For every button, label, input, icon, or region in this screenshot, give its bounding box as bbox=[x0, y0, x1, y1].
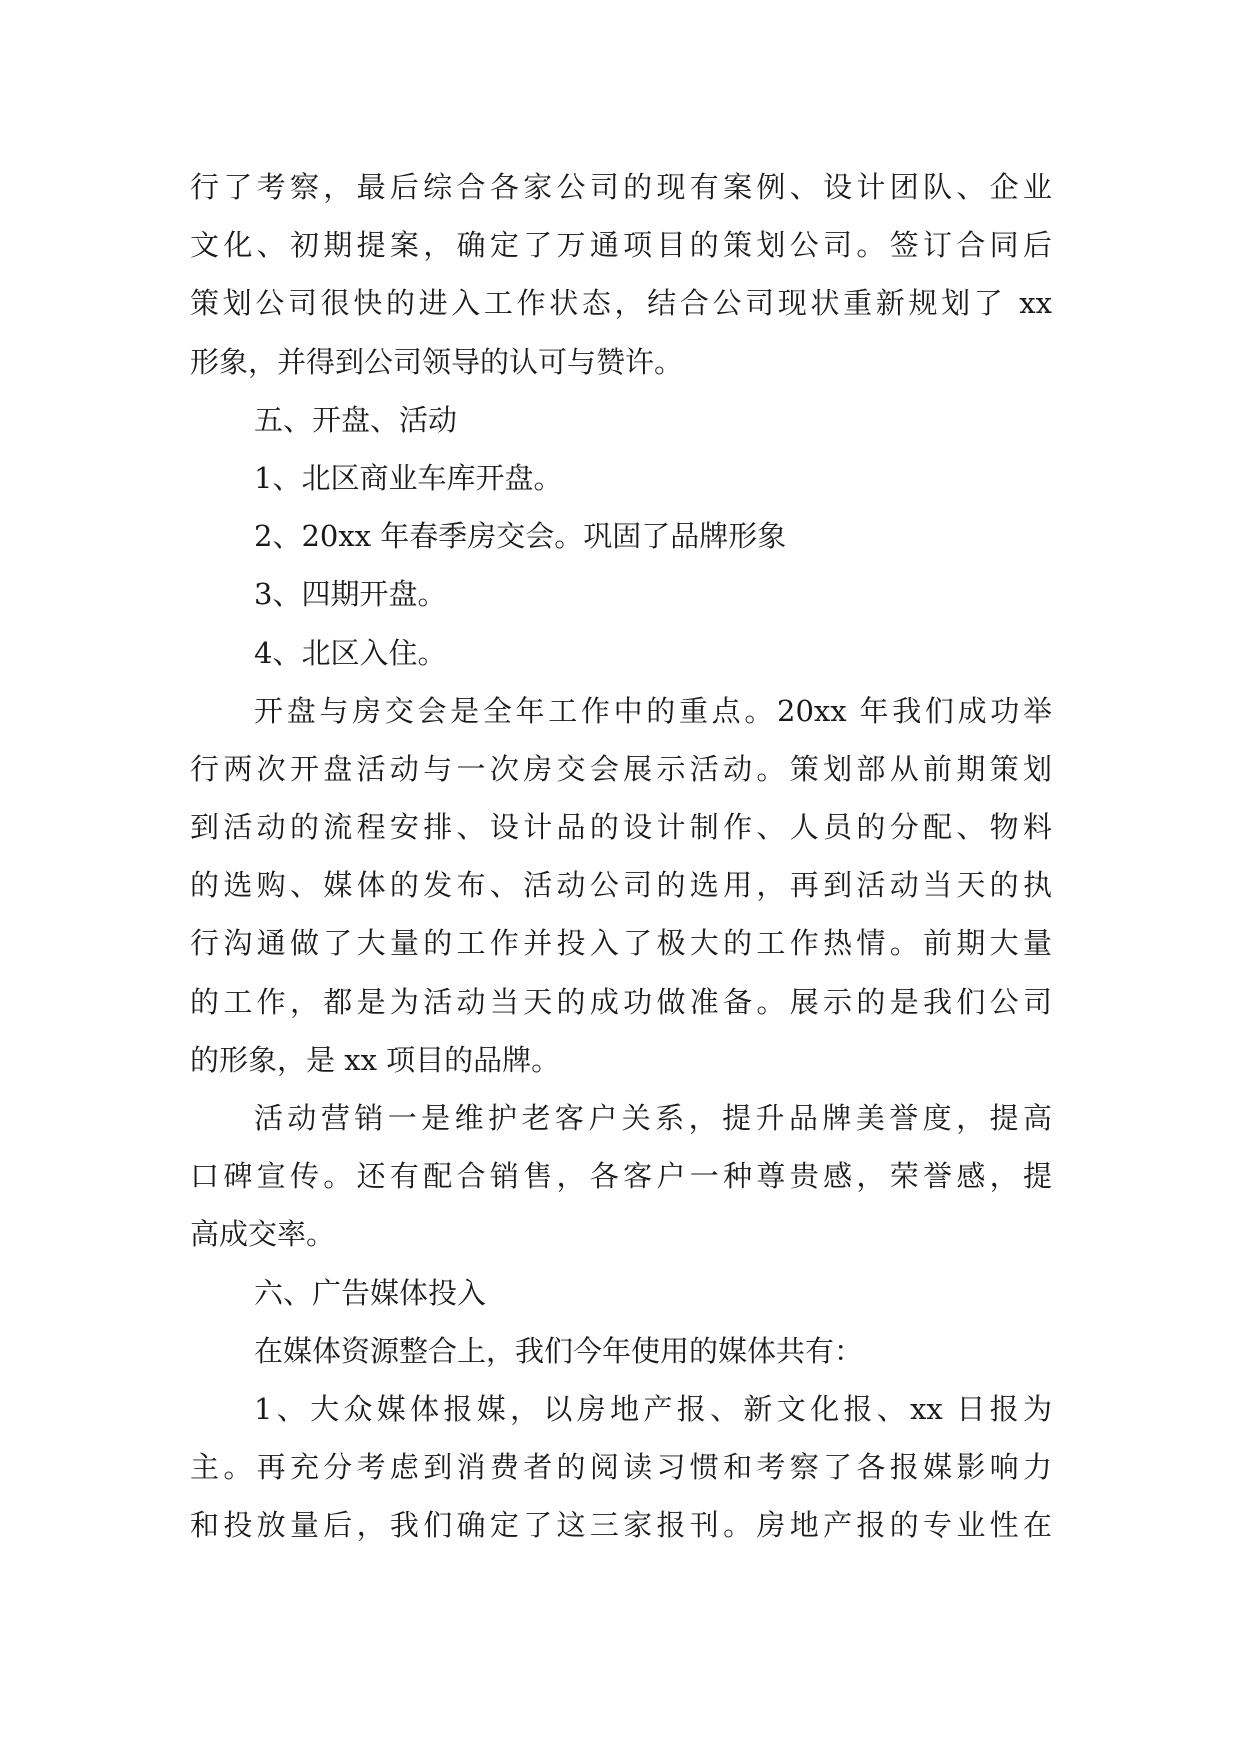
text-line: 到活动的流程安排、设计品的设计制作、人员的分配、物料 bbox=[190, 810, 1052, 845]
text-line: 行两次开盘活动与一次房交会展示活动。策划部从前期策划 bbox=[190, 751, 1052, 786]
list-item: 1、大众媒体报媒，以房地产报、新文化报、xx 日报为 bbox=[254, 1391, 1052, 1426]
text-line: 文化、初期提案，确定了万通项目的策划公司。签订合同后 bbox=[190, 228, 1052, 263]
text-line: 口碑宣传。还有配合销售，各客户一种尊贵感，荣誉感，提 bbox=[190, 1159, 1052, 1194]
section-heading: 六、广告媒体投入 bbox=[254, 1275, 487, 1310]
list-item: 4、北区入住。 bbox=[254, 635, 447, 670]
text-line: 形象，并得到公司领导的认可与赞许。 bbox=[190, 344, 684, 379]
text-line: 在媒体资源整合上，我们今年使用的媒体共有： bbox=[254, 1333, 864, 1368]
text-line: 策划公司很快的进入工作状态，结合公司现状重新规划了 xx bbox=[190, 286, 1052, 321]
document-body bbox=[190, 158, 1052, 1555]
text-line: 行了考察，最后综合各家公司的现有案例、设计团队、企业 bbox=[190, 170, 1052, 204]
list-item: 2、20xx 年春季房交会。巩固了品牌形象 bbox=[254, 519, 787, 554]
text-line: 主。再充分考虑到消费者的阅读习惯和考察了各报媒影响力 bbox=[190, 1450, 1052, 1485]
text-line: 开盘与房交会是全年工作中的重点。20xx 年我们成功举 bbox=[254, 693, 1052, 728]
text-line: 行沟通做了大量的工作并投入了极大的工作热情。前期大量 bbox=[190, 926, 1052, 961]
text-line: 高成交率。 bbox=[190, 1217, 336, 1252]
text-line: 的工作，都是为活动当天的成功做准备。展示的是我们公司 bbox=[190, 984, 1052, 1019]
text-line: 的选购、媒体的发布、活动公司的选用，再到活动当天的执 bbox=[190, 868, 1052, 903]
text-line: 活动营销一是维护老客户关系，提升品牌美誉度，提高 bbox=[254, 1101, 1052, 1135]
section-heading: 五、开盘、活动 bbox=[254, 402, 458, 437]
text-line: 和投放量后，我们确定了这三家报刊。房地产报的专业性在 bbox=[190, 1508, 1052, 1543]
list-item: 1、北区商业车库开盘。 bbox=[254, 460, 563, 495]
text-line: 的形象，是 xx 项目的品牌。 bbox=[190, 1042, 561, 1077]
list-item: 3、四期开盘。 bbox=[254, 577, 447, 612]
